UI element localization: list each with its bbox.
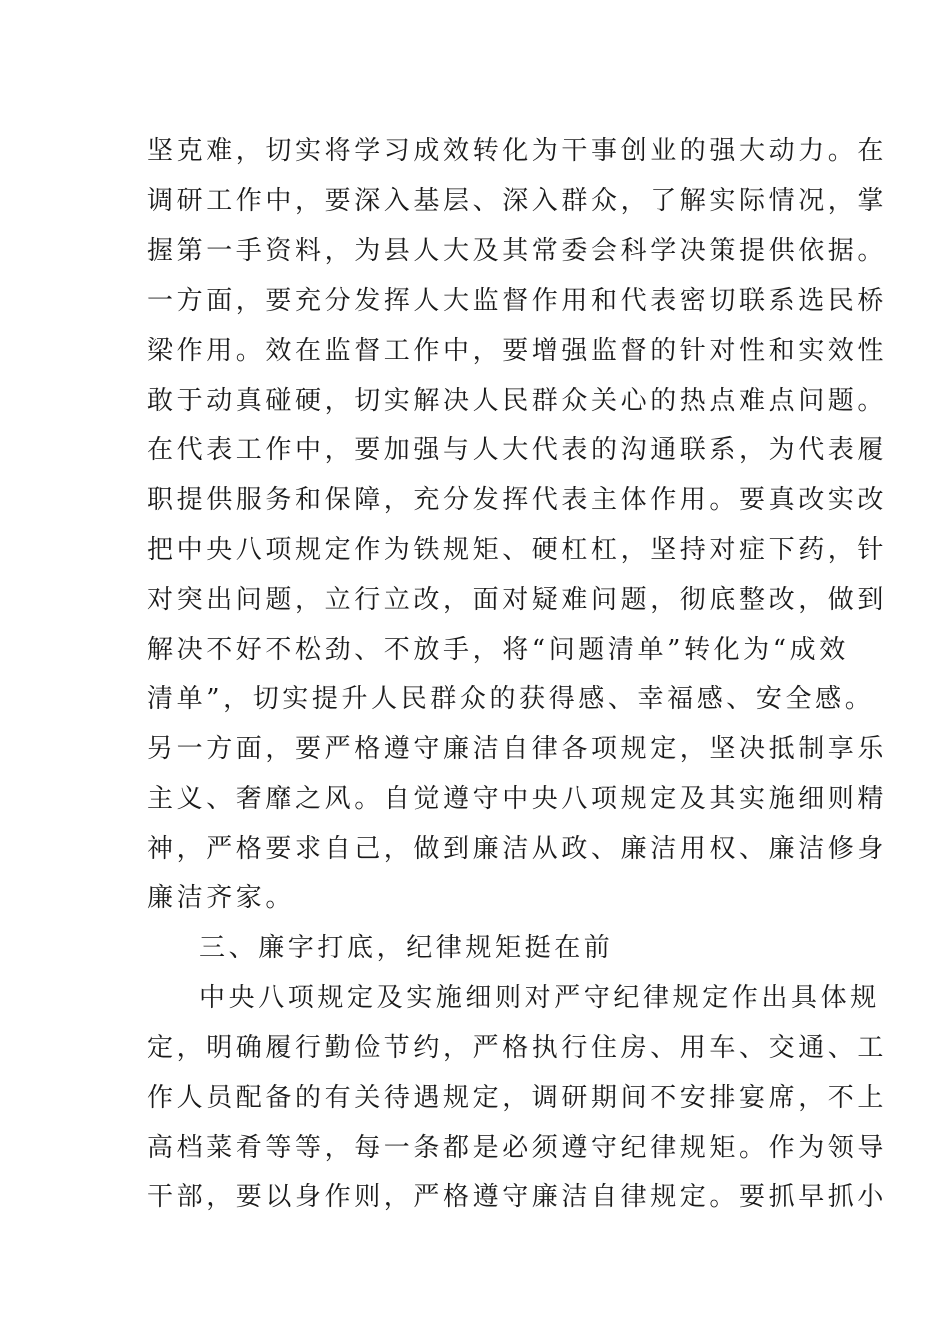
text-line: 另一方面，要严格遵守廉洁自律各项规定，坚决抵制享乐 bbox=[147, 734, 888, 764]
paragraph-first-line: 中央八项规定及实施细则对严守纪律规定作出具体规 bbox=[199, 983, 880, 1013]
text-line: 廉洁齐家。 bbox=[147, 883, 296, 913]
text-line: 解决不好不松劲、不放手，将“问题清单”转化为“成效 bbox=[147, 635, 849, 665]
text-line: 握第一手资料，为县人大及其常委会科学决策提供依据。 bbox=[147, 236, 888, 266]
text-line: 把中央八项规定作为铁规矩、硬杠杠，坚持对症下药，针 bbox=[147, 535, 888, 565]
text-line: 对突出问题，立行立改，面对疑难问题，彻底整改，做到 bbox=[147, 585, 888, 615]
text-line: 职提供服务和保障，充分发挥代表主体作用。要真改实改 bbox=[147, 485, 888, 515]
text-line: 调研工作中，要深入基层、深入群众，了解实际情况，掌 bbox=[147, 186, 888, 216]
text-line: 作人员配备的有关待遇规定，调研期间不安排宴席，不上 bbox=[147, 1083, 888, 1113]
text-line: 高档菜肴等等，每一条都是必须遵守纪律规矩。作为领导 bbox=[147, 1133, 888, 1163]
text-line: 在代表工作中，要加强与人大代表的沟通联系，为代表履 bbox=[147, 435, 888, 465]
text-line: 干部，要以身作则，严格遵守廉洁自律规定。要抓早抓小 bbox=[147, 1182, 888, 1212]
text-line: 主义、奢靡之风。自觉遵守中央八项规定及其实施细则精 bbox=[147, 784, 888, 814]
text-line: 一方面，要充分发挥人大监督作用和代表密切联系选民桥 bbox=[147, 286, 888, 316]
text-line: 清单”，切实提升人民群众的获得感、幸福感、安全感。 bbox=[147, 684, 875, 714]
text-line: 坚克难，切实将学习成效转化为干事创业的强大动力。在 bbox=[147, 136, 888, 166]
text-line: 定，明确履行勤俭节约，严格执行住房、用车、交通、工 bbox=[147, 1033, 888, 1063]
text-line: 敢于动真碰硬，切实解决人民群众关心的热点难点问题。 bbox=[147, 386, 888, 416]
text-line: 梁作用。效在监督工作中，要增强监督的针对性和实效性 bbox=[147, 336, 888, 366]
section-heading: 三、廉字打底，纪律规矩挺在前 bbox=[199, 933, 614, 963]
text-line: 神，严格要求自己，做到廉洁从政、廉洁用权、廉洁修身 bbox=[147, 834, 888, 864]
